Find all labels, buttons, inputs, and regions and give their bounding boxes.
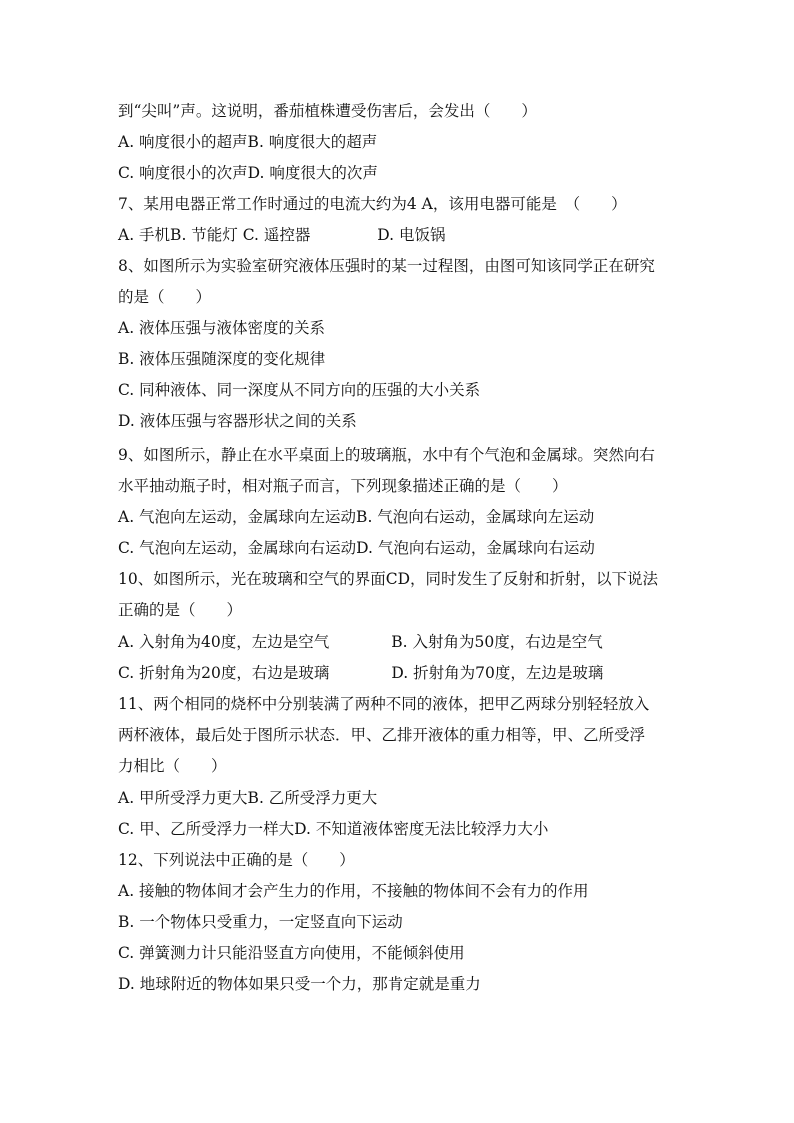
text-line: C. 响度很小的次声D. 响度很大的次声	[118, 164, 378, 182]
text-line: C. 气泡向左运动，金属球向右运动D. 气泡向右运动，金属球向右运动	[118, 539, 595, 557]
text-line: A. 接触的物体间才会产生力的作用，不接触的物体间不会有力的作用	[118, 882, 589, 900]
text-line: 9、如图所示，静止在水平桌面上的玻璃瓶，水中有个气泡和金属球。突然向右	[118, 446, 655, 464]
text-line: C. 弹簧测力计只能沿竖直方向使用，不能倾斜使用	[118, 944, 465, 962]
text-line: A. 甲所受浮力更大B. 乙所受浮力更大	[118, 789, 378, 807]
text-line: C. 同种液体、同一深度从不同方向的压强的大小关系	[118, 381, 481, 399]
text-line: 10、如图所示，光在玻璃和空气的界面CD，同时发生了反射和折射，以下说法	[118, 570, 659, 588]
text-line: C. 折射角为20度，右边是玻璃 D. 折射角为70度，左边是玻璃	[118, 664, 604, 682]
text-line: A. 手机B. 节能灯 C. 遥控器 D. 电饭锅	[118, 226, 446, 244]
text-line: D. 地球附近的物体如果只受一个力，那肯定就是重力	[118, 975, 481, 993]
text-line: A. 气泡向左运动，金属球向左运动B. 气泡向右运动，金属球向左运动	[118, 508, 595, 526]
text-line: 8、如图所示为实验室研究液体压强时的某一过程图，由图可知该同学正在研究	[118, 257, 655, 275]
text-line: A. 液体压强与液体密度的关系	[118, 319, 326, 337]
text-line: A. 响度很小的超声B. 响度很大的超声	[118, 133, 378, 151]
text-line: D. 液体压强与容器形状之间的关系	[118, 412, 357, 430]
text-line: 正确的是（ ）	[118, 601, 243, 619]
text-line: 12、下列说法中正确的是（ ）	[118, 851, 355, 869]
text-line: C. 甲、乙所受浮力一样大D. 不知道液体密度无法比较浮力大小	[118, 820, 549, 838]
text-line: 到“尖叫”声。这说明，番茄植株遭受伤害后，会发出（ ）	[118, 102, 537, 120]
text-line: 水平抽动瓶子时，相对瓶子而言，下列现象描述正确的是（ ）	[118, 477, 568, 495]
text-line: B. 一个物体只受重力，一定竖直向下运动	[118, 913, 403, 931]
text-line: 两杯液体，最后处于图所示状态．甲、乙排开液体的重力相等，甲、乙所受浮	[118, 726, 646, 744]
text-line: A. 入射角为40度，左边是空气 B. 入射角为50度，右边是空气	[118, 633, 603, 651]
text-line: 7、某用电器正常工作时通过的电流大约为4 A，该用电器可能是 （ ）	[118, 195, 627, 213]
text-line: 11、两个相同的烧杯中分别装满了两种不同的液体，把甲乙两球分别轻轻放入	[118, 695, 650, 713]
text-line: B. 液体压强随深度的变化规律	[118, 350, 326, 368]
text-line: 力相比（ ）	[118, 757, 227, 775]
text-line: 的是（ ）	[118, 288, 212, 306]
